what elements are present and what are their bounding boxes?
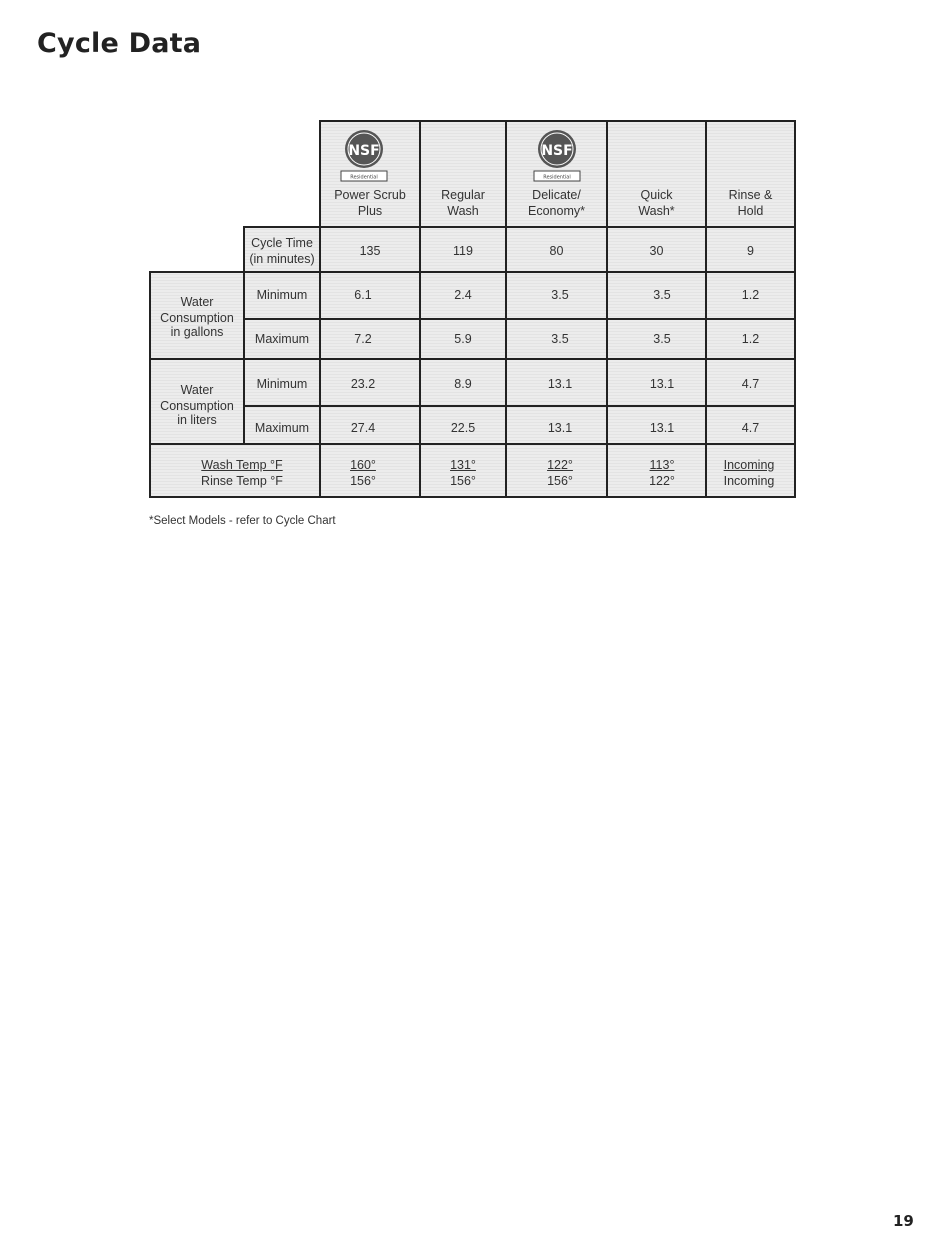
table-cell: 2.4	[454, 288, 472, 302]
maximum-label: Maximum	[254, 332, 310, 346]
column-header-power-scrub: Power Scrub Plus	[334, 188, 406, 218]
table-border	[794, 120, 796, 498]
table-cell: 13.1	[547, 377, 573, 391]
table-cell: 80	[549, 244, 564, 258]
table-border	[243, 405, 796, 407]
minimum-label: Minimum	[256, 377, 308, 391]
table-cell: 23.2	[350, 377, 376, 391]
cycle-time-label: Cycle Time (in minutes)	[249, 236, 315, 266]
table-cell: 1.2	[741, 332, 760, 346]
temperature-labels	[150, 457, 334, 489]
table-cell: 6.1	[354, 288, 372, 302]
table-cell: 9	[747, 244, 754, 258]
table-border	[149, 271, 796, 273]
wash-temp-label: Wash Temp °F	[201, 458, 283, 472]
table-cell: 13.1	[547, 421, 573, 435]
table-cell: 4.7	[741, 377, 760, 391]
table-cell: 3.5	[653, 332, 671, 346]
table-cell: 3.5	[653, 288, 671, 302]
table-border	[149, 496, 796, 498]
table-cell: 7.2	[354, 332, 372, 346]
table-border	[319, 120, 796, 122]
nsf-certification-icon	[334, 128, 394, 184]
temperature-cell: 131° 156°	[450, 458, 476, 488]
column-header-delicate-economy: Delicate/ Economy*	[528, 188, 585, 218]
table-cell: 13.1	[649, 421, 675, 435]
column-header-quick-wash: Quick Wash*	[638, 188, 675, 218]
table-border	[149, 358, 796, 360]
water-gallons-group-label: Water Consumption in gallons	[160, 295, 234, 339]
nsf-text: NSF	[541, 143, 573, 159]
table-cell: 27.4	[350, 421, 376, 435]
table-cell: 22.5	[450, 421, 476, 435]
rinse-temp-label: Rinse Temp °F	[201, 474, 283, 488]
maximum-label: Maximum	[254, 421, 310, 435]
table-cell: 30	[649, 244, 664, 258]
table-border	[149, 443, 796, 445]
page-title: Cycle Data	[37, 28, 202, 59]
nsf-text: NSF	[348, 143, 380, 159]
table-border	[243, 226, 796, 228]
temperature-cell: Incoming Incoming	[723, 458, 775, 488]
table-border	[705, 120, 707, 498]
table-border	[243, 318, 796, 320]
table-cell: 3.5	[551, 332, 569, 346]
table-border	[606, 120, 608, 498]
temperature-cell: 160° 156°	[350, 458, 376, 488]
temperature-cell: 113° 122°	[649, 458, 675, 488]
nsf-banner-text: Residential	[350, 174, 378, 181]
page-number: 19	[893, 1212, 914, 1230]
footnote: *Select Models - refer to Cycle Chart	[149, 515, 336, 527]
water-liters-group-label: Water Consumption in liters	[160, 383, 234, 427]
nsf-banner-text: Residential	[543, 174, 571, 181]
table-border	[419, 120, 421, 498]
column-header-rinse-hold: Rinse & Hold	[728, 188, 773, 218]
table-border	[319, 120, 321, 498]
nsf-certification-icon	[527, 128, 587, 184]
table-cell: 119	[453, 244, 473, 258]
table-border	[505, 120, 507, 498]
table-cell: 1.2	[741, 288, 760, 302]
minimum-label: Minimum	[256, 288, 308, 302]
table-cell: 5.9	[454, 332, 472, 346]
table-cell: 135	[359, 244, 381, 258]
column-header-regular-wash: Regular Wash	[441, 188, 485, 218]
table-cell: 3.5	[551, 288, 569, 302]
temperature-cell: 122° 156°	[547, 458, 573, 488]
table-cell: 13.1	[649, 377, 675, 391]
table-cell: 4.7	[741, 421, 760, 435]
table-cell: 8.9	[454, 377, 472, 391]
